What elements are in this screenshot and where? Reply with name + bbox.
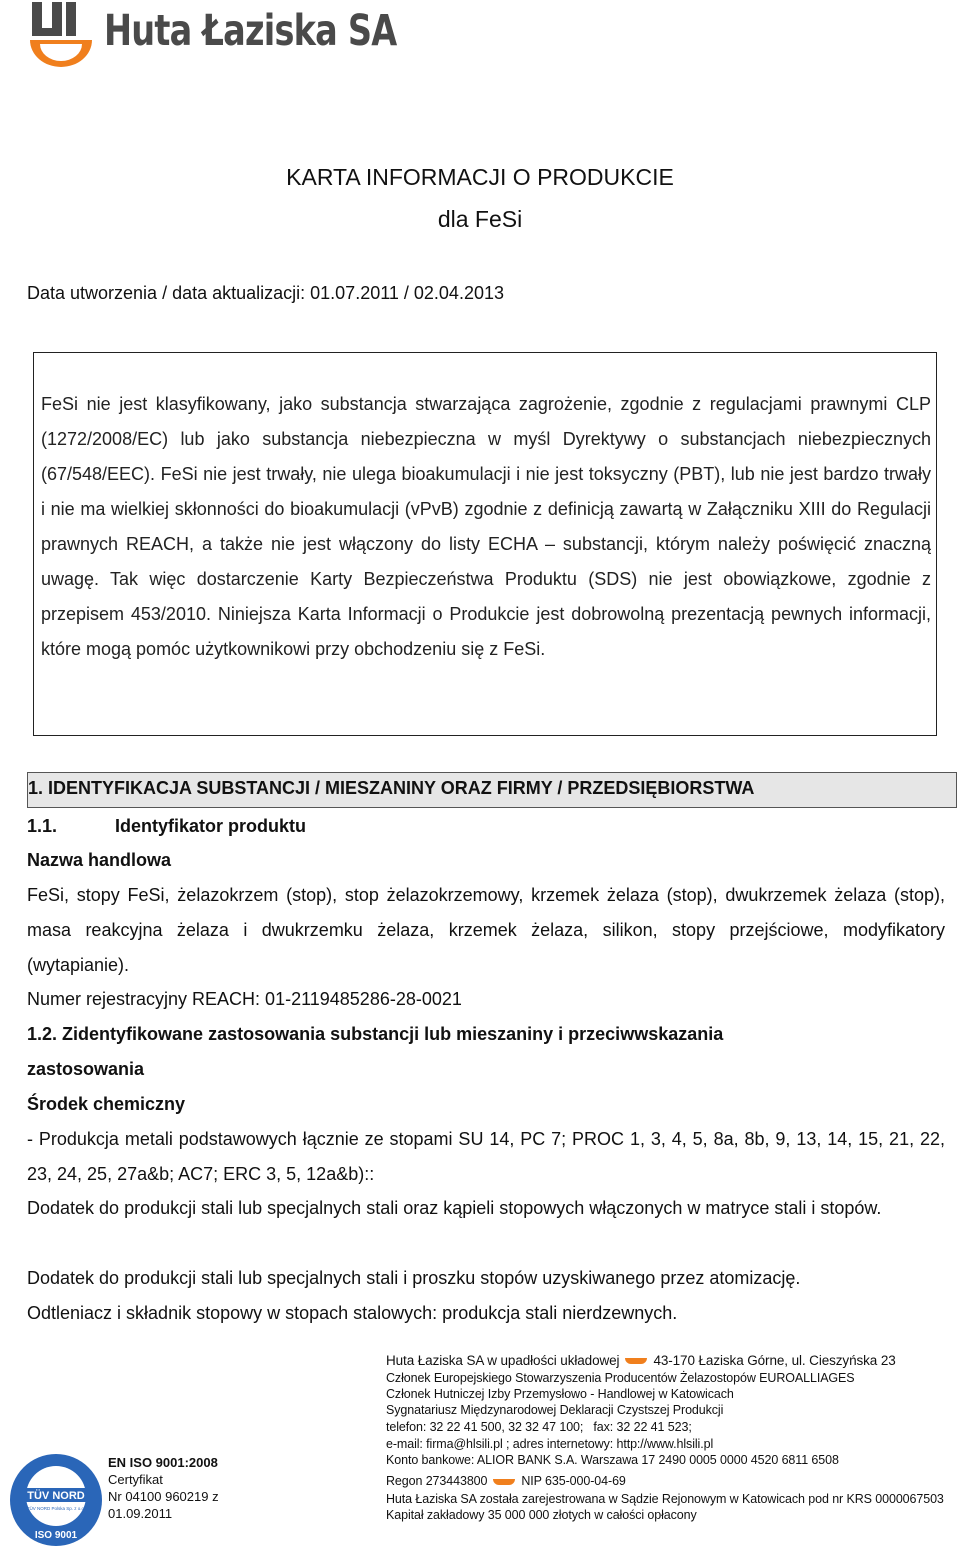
use-item-3: Dodatek do produkcji stali lub specjalnych stali i proszku stopów uzyskiwanego przez atomizację. [27,1268,801,1288]
company-logo [26,2,397,68]
subsection-1-2 [27,1017,827,1087]
contact-email-line: e-mail: firma@hlsili.pl ; adres internetowy: http://www.hlsili.pl [386,1437,714,1451]
svg-text:TÜV NORD: TÜV NORD [27,1490,85,1502]
company-address: 43-170 Łaziska Górne, ul. Cieszyńska 23 [653,1353,896,1368]
svg-text:TÜV NORD Polska Sp. z o.o.: TÜV NORD Polska Sp. z o.o. [26,1506,86,1511]
krs-registration: Huta Łaziska SA została zarejestrowana w Sądzie Rejonowym w Katowicach pod nr KRS 0000067503 [386,1492,944,1506]
company-line [386,1353,896,1368]
intro-box [33,352,937,736]
orange-arrow-icon [493,1479,515,1485]
regon-text: Regon 273443800 [386,1474,488,1488]
membership-3: Sygnatariusz Międzynarodowej Deklaracji Czystszej Produkcji [386,1403,724,1417]
company-name: Huta Łaziska SA w upadłości układowej [386,1353,620,1368]
fax-text: fax: 32 22 41 523; [593,1420,692,1434]
subsection-1-1 [27,809,945,844]
contact-phone-line [386,1420,692,1434]
logo-text: Huta Łaziska SA [104,6,397,56]
logo-mark-icon [26,2,96,68]
trade-names-text: FeSi, stopy FeSi, żelazokrzem (stop), stop żelazokrzemowy, krzemek żelaza (stop), dwukrzemek żelaza (stop), masa reakcyjna żelaza i dwukrzemku żelaza, krzemek żelaza, silikon, stopy przejściowe, modyfikatory (wytapianie). [27,885,945,975]
share-capital: Kapitał zakładowy 35 000 000 złotych w całości opłacony [386,1508,697,1522]
regon-line [386,1474,626,1488]
bank-account: Konto bankowe: ALIOR BANK S.A. Warszawa 17 2490 0005 0000 4520 6811 6508 [386,1453,839,1467]
nip-text: NIP 635-000-04-69 [521,1474,626,1488]
tuv-nord-seal [8,1452,104,1548]
cert-label: Certyfikat [108,1472,163,1487]
subsection-number: 1.2. [27,1024,58,1044]
creation-date: Data utworzenia / data aktualizacji: 01.07.2011 / 02.04.2013 [27,283,504,303]
cert-number: Nr 04100 960219 z [108,1489,219,1504]
subsection-number: 1.1. [27,816,58,836]
tuv-seal-icon [8,1452,104,1548]
cert-date: 01.09.2011 [108,1506,173,1521]
orange-arrow-icon [625,1358,647,1364]
membership-1: Członek Europejskiego Stowarzyszenia Producentów Żelazostopów EUROALLIAGES [386,1371,855,1385]
cert-title: EN ISO 9001:2008 [108,1455,218,1470]
membership-2: Członek Hutniczej Izby Przemysłowo - Handlowej w Katowicach [386,1387,734,1401]
phone-text: telefon: 32 22 41 500, 32 32 47 100; [386,1420,584,1434]
svg-text:ISO 9001: ISO 9001 [34,1530,78,1541]
section-1-heading-text: 1. IDENTYFIKACJA SUBSTANCJI / MIESZANINY ORAZ FIRMY / PRZEDSIĘBIORSTWA [28,778,755,798]
use-item-4: Odtleniacz i składnik stopowy w stopach stalowych: produkcja stali nierdzewnych. [27,1303,678,1323]
subsection-title: Zidentyfikowane zastosowania substancji lub mieszaniny i przeciwwskazania zastosowania [27,1024,724,1079]
reach-number: Numer rejestracyjny REACH: 01-2119485286-28-0021 [27,989,462,1009]
intro-text: FeSi nie jest klasyfikowany, jako substancja stwarzająca zagrożenie, zgodnie z regulacjami prawnymi CLP (1272/2008/EC) lub jako substancja niebezpieczna w myśl Dyrektywy o substancjach niebezpiecznych (67/548/EEC). FeSi nie jest trwały, nie ulega bioakumulacji i nie jest toksyczny (PBT), lub nie jest bardzo trwały i nie ma wielkiej skłonności do bioakumulacji (vPvB) zgodnie z definicją zawartą w Załączniku XIII do Regulacji prawnych REACH, a także nie jest włączony do listy ECHA – substancji, którym należy poświęcić znaczną uwagę. Tak więc dostarczenie Karty Bezpieczeństwa Produktu (SDS) nie jest obowiązkowe, zgodnie z przepisem 453/2010. Niniejsza Karta Informacji o Produkcie jest dobrowolną prezentacją pewnych informacji, które mogą pomóc użytkownikowi przy obchodzeniu się z FeSi. [41,394,931,659]
trade-name-label: Nazwa handlowa [27,850,172,870]
page-subtitle: dla FeSi [437,206,523,232]
use-item-1: - Produkcja metali podstawowych łącznie ze stopami SU 14, PC 7; PROC 1, 3, 4, 5, 8a, 8b, 9, 13, 14, 15, 21, 22, 23, 24, 25, 27a&b; AC7; ERC 3, 5, 12a&b):: [27,1129,945,1184]
section-1-heading [27,772,957,808]
subsection-title: Identyfikator produktu [115,816,307,836]
chemical-agent-label: Środek chemiczny [27,1094,186,1114]
use-item-2: Dodatek do produkcji stali lub specjalnych stali oraz kąpieli stopowych włączonych w matryce stali i stopów. [27,1198,882,1218]
page-title: KARTA INFORMACJI O PRODUKCIE [286,164,674,190]
